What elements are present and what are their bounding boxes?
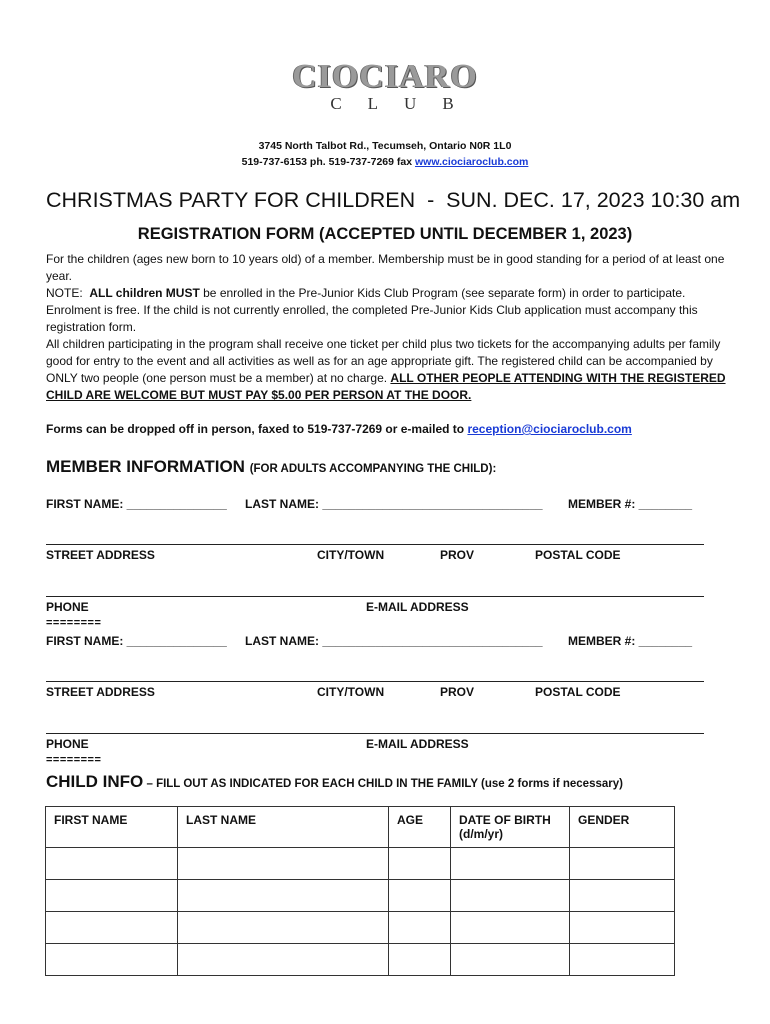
door-fee-notice: ALL OTHER PEOPLE ATTENDING WITH THE REGISTERED CHILD ARE WELCOME BUT MUST PAY $5.00 PER PERSON AT THE DOOR. — [46, 371, 726, 402]
first-name-field-1[interactable]: FIRST NAME: _______________ — [46, 497, 227, 511]
contact-line-2[interactable] — [46, 733, 704, 734]
phone-fax: 519-737-6153 ph. 519-737-7269 fax — [241, 156, 413, 168]
submission-instructions: Forms can be dropped off in person, faxed to 519-737-7269 or e-mailed to reception@ciociaroclub.com — [46, 422, 632, 436]
page-title: CHRISTMAS PARTY FOR CHILDREN - SUN. DEC. 17, 2023 10:30 am — [46, 188, 741, 212]
website-link[interactable]: www.ciociaroclub.com — [414, 156, 529, 168]
member-number-field-2[interactable]: MEMBER #: ________ — [568, 634, 693, 648]
table-cell[interactable] — [46, 848, 178, 880]
table-cell[interactable] — [389, 880, 451, 912]
table-cell[interactable] — [178, 912, 389, 944]
table-cell[interactable] — [389, 912, 451, 944]
postal-code-label-2: POSTAL CODE — [535, 685, 621, 699]
table-cell[interactable] — [46, 880, 178, 912]
table-cell[interactable] — [178, 848, 389, 880]
table-cell[interactable] — [570, 912, 675, 944]
table-cell[interactable] — [389, 848, 451, 880]
table-cell[interactable] — [451, 912, 570, 944]
member-number-field-1[interactable]: MEMBER #: ________ — [568, 497, 693, 511]
table-cell[interactable] — [178, 880, 389, 912]
eligibility-paragraph: For the children (ages new born to 10 years old) of a member. Membership must be in good standing for a period of at least one year. — [46, 252, 725, 283]
tickets-paragraph: All children participating in the program shall receive one ticket per child plus two tickets for the accompanying adults per family good for entry to the event and all activities as well as for an age appropriate gift. The registered child can be accompanied by ONLY two people (one person must be a member) at no charge. ALL OTHER PEOPLE ATTENDING WITH THE REGISTERED CHILD ARE WELCOME BUT MUST PAY $5.00 PER PERSON AT THE DOOR. — [46, 337, 726, 402]
intro-text — [46, 251, 726, 404]
column-gender: GENDER — [570, 807, 675, 848]
email-label-2: E-MAIL ADDRESS — [366, 737, 469, 751]
note-emphasis: ALL children MUST — [89, 286, 200, 300]
separator-1: ======== — [46, 617, 102, 629]
column-date-of-birth: DATE OF BIRTH (d/m/yr) — [451, 807, 570, 848]
last-name-field-2[interactable]: LAST NAME: _________________________________ — [245, 634, 543, 648]
club-contact — [0, 156, 770, 168]
address-line-2[interactable] — [46, 681, 704, 682]
table-cell[interactable] — [570, 848, 675, 880]
prov-label-2: PROV — [440, 685, 475, 699]
table-cell[interactable] — [451, 944, 570, 976]
first-name-field-2[interactable]: FIRST NAME: _______________ — [46, 634, 227, 648]
phone-label-2: PHONE — [46, 737, 89, 751]
table-cell[interactable] — [570, 944, 675, 976]
prov-label-1: PROV — [440, 548, 475, 562]
street-address-label-2: STREET ADDRESS — [46, 685, 155, 699]
note-paragraph: NOTE: ALL children MUST be enrolled in the Pre-Junior Kids Club Program (see separate form) in order to participate. Enrolment is free. If the child is not currently enrolled, the completed Pre-Junior Kids Club application must accompany this registration form. — [46, 286, 698, 334]
table-cell[interactable] — [178, 944, 389, 976]
child-section-heading: CHILD INFO – FILL OUT AS INDICATED FOR EACH CHILD IN THE FAMILY (use 2 forms if necessary) — [46, 772, 623, 791]
club-address: 3745 North Talbot Rd., Tecumseh, Ontario N0R 1L0 — [258, 140, 512, 152]
table-cell[interactable] — [570, 880, 675, 912]
table-row — [46, 848, 675, 880]
separator-2: ======== — [46, 754, 102, 766]
column-age: AGE — [389, 807, 451, 848]
table-row — [46, 880, 675, 912]
table-cell[interactable] — [389, 944, 451, 976]
table-cell[interactable] — [451, 880, 570, 912]
street-address-label-1: STREET ADDRESS — [46, 548, 155, 562]
form-subtitle: REGISTRATION FORM (ACCEPTED UNTIL DECEMBER 1, 2023) — [137, 225, 633, 243]
club-logo-subtitle: CLUB — [330, 94, 480, 113]
phone-label-1: PHONE — [46, 600, 89, 614]
table-cell[interactable] — [46, 912, 178, 944]
table-cell[interactable] — [451, 848, 570, 880]
club-logo-wordmark: CIOCIARO — [292, 58, 478, 95]
child-info-table — [45, 806, 675, 976]
email-link[interactable]: reception@ciociaroclub.com — [467, 422, 632, 436]
contact-line-1[interactable] — [46, 596, 704, 597]
city-label-2: CITY/TOWN — [317, 685, 385, 699]
table-header-row — [46, 807, 675, 848]
city-label-1: CITY/TOWN — [317, 548, 385, 562]
postal-code-label-1: POSTAL CODE — [535, 548, 621, 562]
email-label-1: E-MAIL ADDRESS — [366, 600, 469, 614]
column-last-name: LAST NAME — [178, 807, 389, 848]
column-first-name: FIRST NAME — [46, 807, 178, 848]
table-row — [46, 912, 675, 944]
member-section-heading: MEMBER INFORMATION (FOR ADULTS ACCOMPANYING THE CHILD): — [46, 457, 497, 476]
last-name-field-1[interactable]: LAST NAME: _________________________________ — [245, 497, 543, 511]
table-row — [46, 944, 675, 976]
table-cell[interactable] — [46, 944, 178, 976]
address-line-1[interactable] — [46, 544, 704, 545]
